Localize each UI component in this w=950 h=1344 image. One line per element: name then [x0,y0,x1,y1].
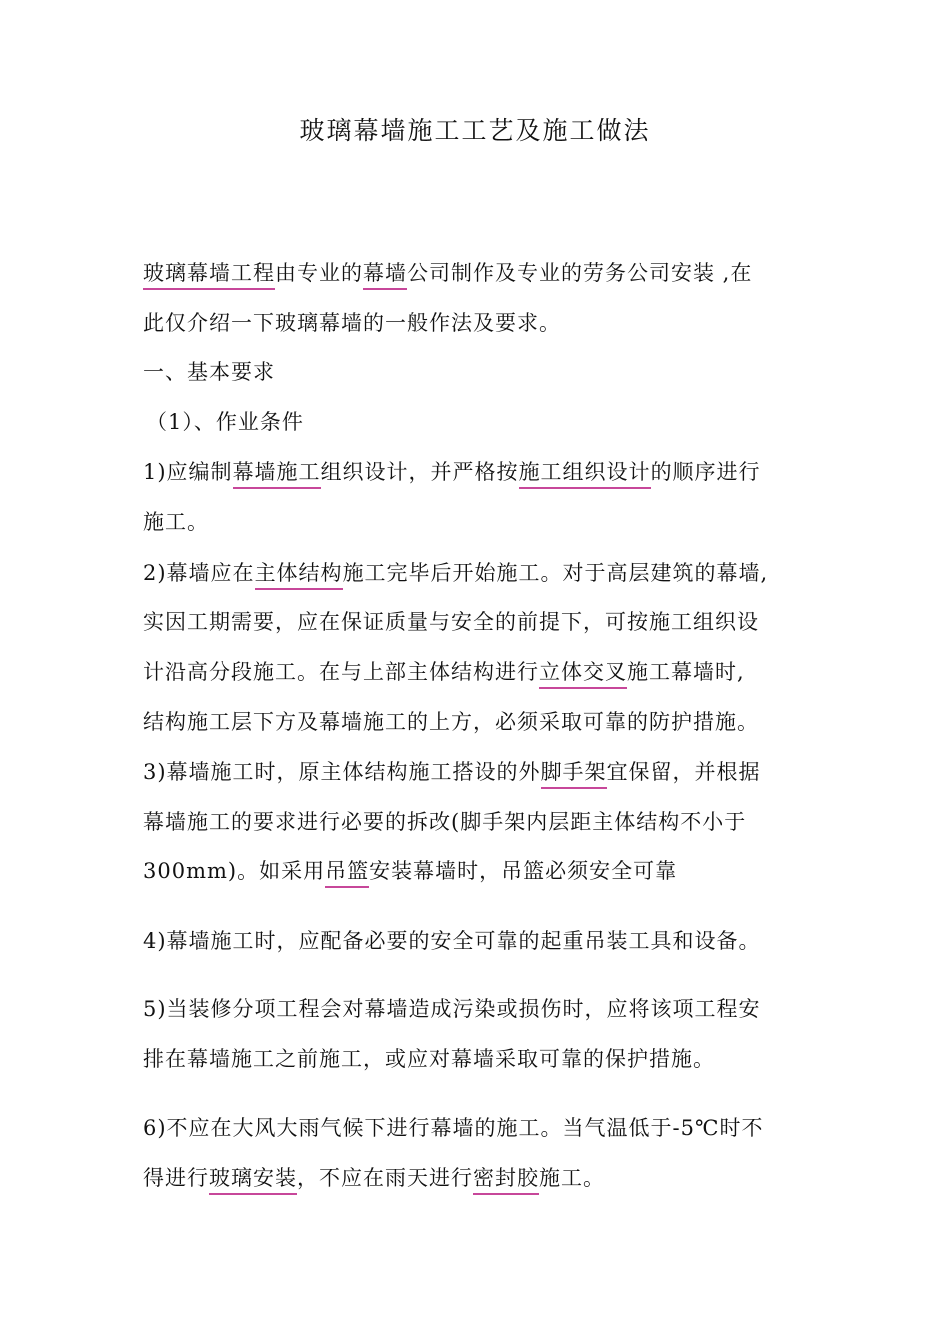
intro-line-1 [143,257,752,289]
text-segment: 计沿高分段施工。在与上部主体结构进行 [143,660,539,684]
item1-line-2: 施工。 [143,510,209,534]
text-segment: 组织设计，并严格按 [320,460,519,484]
text-segment: 施工幕墙时, [627,660,745,684]
item6-line-2 [143,1162,605,1194]
item2-line-2: 实因工期需要，应在保证质量与安全的前提下，可按施工组织设 [143,610,759,634]
item5-line-1: 5)当装修分项工程会对幕墙造成污染或损伤时，应将该项工程安 [143,997,761,1021]
text-segment: 得进行 [143,1166,209,1190]
text-segment: ，不应在雨天进行 [297,1166,473,1190]
text-segment: 的顺序进行 [650,460,761,484]
underlined-term: 密封胶 [473,1166,539,1195]
text-segment: 公司制作及专业的劳务公司安装 ,在 [407,261,753,285]
item2-line-4: 结构施工层下方及幕墙施工的上方，必须采取可靠的防护措施。 [143,710,759,734]
underlined-term: 玻璃幕墙工程 [143,261,275,290]
text-segment: 施工完毕后开始施工。对于高层建筑的幕墙, [342,561,769,585]
text-segment: 施工。 [539,1166,605,1190]
underlined-term: 玻璃安装 [209,1166,297,1195]
item3-line-2: 幕墙施工的要求进行必要的拆改(脚手架内层距主体结构不小于 [143,810,747,834]
underlined-term: 施工组织设计 [519,460,651,489]
underlined-term: 主体结构 [255,561,343,590]
text-segment: 2)幕墙应在 [143,561,255,585]
item6-line-1: 6)不应在大风大雨气候下进行幕墙的施工。当气温低于-5℃时不 [143,1116,764,1140]
item5-line-2: 排在幕墙施工之前施工，或应对幕墙采取可靠的保护措施。 [143,1047,715,1071]
item4-line-1: 4)幕墙施工时，应配备必要的安全可靠的起重吊装工具和设备。 [143,929,761,953]
underlined-term: 幕墙施工 [233,460,321,489]
item3-line-1 [143,756,761,788]
underlined-term: 幕墙 [363,261,407,290]
document-title: 玻璃幕墙施工工艺及施工做法 [299,116,651,145]
intro-line-2: 此仅介绍一下玻璃幕墙的一般作法及要求。 [143,311,561,335]
item1-line-1 [143,456,761,488]
section-heading: 一、基本要求 [143,360,275,384]
text-segment: 300mm)。如采用 [143,859,326,883]
underlined-term: 吊篮 [325,859,369,888]
text-segment: 宜保留，并根据 [606,760,761,784]
underlined-term: 立体交叉 [539,660,627,689]
item2-line-3 [143,656,745,688]
subsection-heading: （1）、作业条件 [146,410,304,434]
text-segment: 由专业的 [275,261,363,285]
underlined-term: 脚手架 [541,760,607,789]
item2-line-1 [143,557,768,589]
text-segment: 3)幕墙施工时，原主体结构施工搭设的外 [143,760,541,784]
text-segment: 安装幕墙时，吊篮必须安全可靠 [369,859,678,883]
item3-line-3 [143,855,677,887]
text-segment: 1)应编制 [143,460,233,484]
